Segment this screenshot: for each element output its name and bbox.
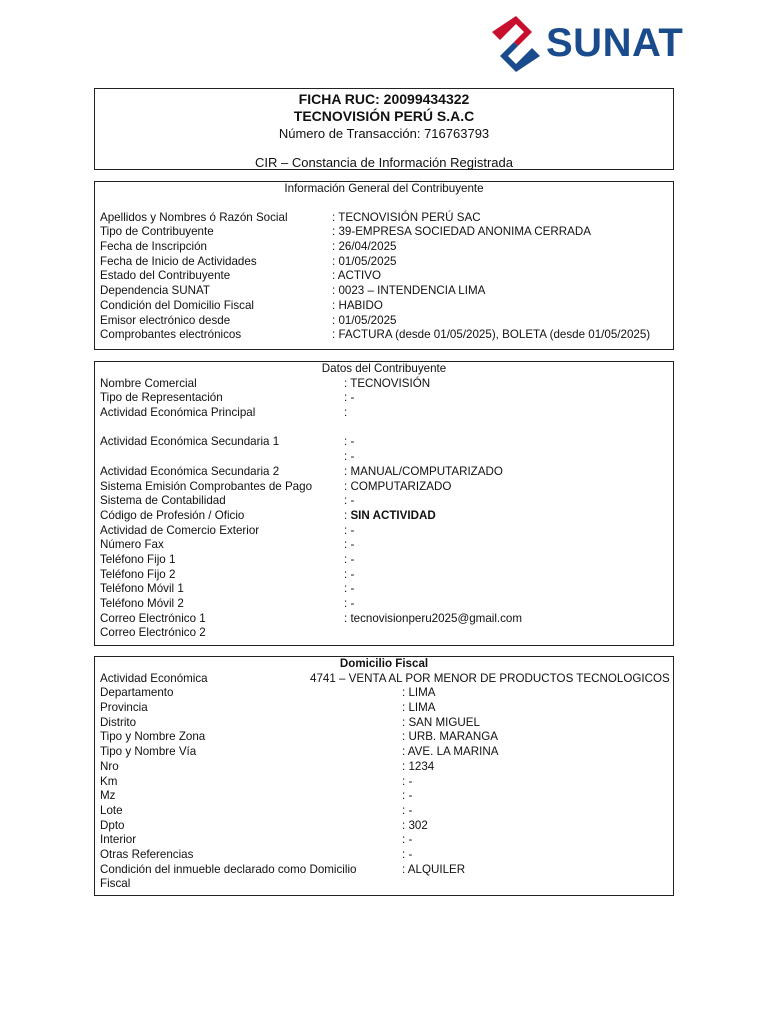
row-value	[344, 509, 436, 524]
info-row	[95, 284, 673, 299]
row-label: Otras Referencias	[100, 847, 194, 861]
row-value: : -	[344, 450, 355, 464]
row-label: Tipo de Contribuyente	[100, 225, 214, 239]
row-value: : TECNOVISIÓN PERÚ SAC	[332, 210, 481, 224]
info-row	[95, 582, 673, 597]
row-value: : -	[402, 847, 413, 861]
info-row	[95, 833, 673, 848]
info-row	[95, 701, 673, 716]
row-label: Actividad Económica	[100, 671, 208, 685]
row-value: : 302	[402, 818, 428, 832]
info-row	[95, 848, 673, 863]
row-label: Actividad Económica Secundaria 2	[100, 464, 280, 478]
row-value: : 39-EMPRESA SOCIEDAD ANONIMA CERRADA	[332, 225, 591, 239]
info-row	[95, 406, 673, 421]
row-label: Nro	[100, 759, 119, 773]
row-label: Condición del Domicilio Fiscal	[100, 298, 254, 312]
row-label: Actividad Económica Principal	[100, 406, 256, 420]
logo-wordmark: SUNAT	[546, 21, 684, 65]
info-row	[95, 524, 673, 539]
info-row	[95, 328, 673, 343]
info-row	[95, 626, 673, 641]
row-label: Código de Profesión / Oficio	[100, 508, 245, 522]
row-label: Sistema de Contabilidad	[100, 494, 226, 508]
row-value: : 26/04/2025	[332, 240, 397, 254]
row-label: Estado del Contribuyente	[100, 269, 231, 283]
info-row	[95, 480, 673, 495]
row-value: : HABIDO	[332, 298, 383, 312]
row-label: Distrito	[100, 715, 137, 729]
row-label: Teléfono Fijo 2	[100, 567, 176, 581]
row-label: Tipo y Nombre Zona	[100, 730, 206, 744]
row-value: : -	[402, 833, 413, 847]
value-prefix: :	[344, 508, 351, 522]
info-row	[95, 789, 673, 804]
row-value: : LIMA	[402, 701, 436, 715]
row-label: Apellidos y Nombres ó Razón Social	[100, 210, 288, 224]
info-row	[95, 730, 673, 745]
row-value: : -	[344, 523, 355, 537]
row-label: Departamento	[100, 686, 174, 700]
info-row	[95, 225, 673, 240]
info-row	[95, 612, 673, 627]
domicilio-section	[94, 656, 674, 896]
ficha-header	[94, 88, 674, 170]
info-row	[95, 240, 673, 255]
row-value: : ACTIVO	[332, 269, 381, 283]
info-row	[95, 775, 673, 790]
sunat-logo	[488, 14, 713, 74]
row-value: : -	[344, 567, 355, 581]
row-label: Teléfono Fijo 1	[100, 552, 176, 566]
row-value: : LIMA	[402, 686, 436, 700]
info-row	[95, 819, 673, 834]
row-label: Lote	[100, 803, 123, 817]
info-row	[95, 450, 673, 465]
value-strong: SIN ACTIVIDAD	[350, 508, 436, 522]
info-row	[95, 421, 673, 436]
row-value: : -	[402, 789, 413, 803]
row-label: Actividad de Comercio Exterior	[100, 523, 260, 537]
row-label: Fiscal	[100, 877, 131, 891]
row-label: Dpto	[100, 818, 125, 832]
info-row	[95, 377, 673, 392]
row-value: : COMPUTARIZADO	[344, 479, 452, 493]
info-row	[95, 877, 673, 892]
row-value: : 01/05/2025	[332, 313, 397, 327]
row-value: : AVE. LA MARINA	[402, 745, 499, 759]
row-value: : 1234	[402, 759, 435, 773]
datos-section	[94, 361, 674, 646]
general-info-title: Información General del Contribuyente	[284, 182, 484, 195]
info-row	[95, 745, 673, 760]
info-row	[95, 509, 673, 524]
info-row	[95, 686, 673, 701]
info-row	[95, 804, 673, 819]
info-row	[95, 538, 673, 553]
row-label: Sistema Emisión Comprobantes de Pago	[100, 479, 313, 493]
info-row	[95, 568, 673, 583]
row-label: Provincia	[100, 701, 148, 715]
row-value: : -	[344, 552, 355, 566]
row-value: :	[344, 406, 348, 420]
info-row	[95, 760, 673, 775]
row-value: : URB. MARANGA	[402, 730, 498, 744]
row-label: Nombre Comercial	[100, 376, 197, 390]
row-value: : 0023 – INTENDENCIA LIMA	[332, 284, 486, 298]
row-value: : ALQUILER	[402, 862, 466, 876]
row-value: : SAN MIGUEL	[402, 715, 480, 729]
row-label: Tipo y Nombre Vía	[100, 745, 197, 759]
domicilio-title: Domicilio Fiscal	[339, 657, 429, 670]
row-label: Interior	[100, 833, 137, 847]
row-value: 4741 – VENTA AL POR MENOR DE PRODUCTOS TECNOLOGICOS	[310, 671, 670, 685]
info-row	[95, 269, 673, 284]
row-label: Correo Electrónico 1	[100, 611, 206, 625]
info-row	[95, 553, 673, 568]
company-name: TECNOVISIÓN PERÚ S.A.C	[293, 108, 475, 124]
row-value: : TECNOVISIÓN	[344, 376, 431, 390]
transaction-number: Número de Transacción: 716763793	[278, 126, 490, 141]
activity-row	[95, 672, 673, 687]
row-value: : -	[402, 774, 413, 788]
row-value: : -	[344, 435, 355, 449]
row-value: : -	[344, 391, 355, 405]
ficha-ruc-title: FICHA RUC: 20099434322	[298, 91, 470, 107]
datos-title: Datos del Contribuyente	[321, 362, 447, 375]
row-value: : -	[344, 582, 355, 596]
row-label: Tipo de Representación	[100, 391, 223, 405]
info-row	[95, 435, 673, 450]
row-value: : tecnovisionperu2025@gmail.com	[344, 611, 523, 625]
row-label: Mz	[100, 789, 116, 803]
row-label: Fecha de Inscripción	[100, 240, 207, 254]
sunat-emblem-icon	[488, 14, 544, 74]
info-row	[95, 391, 673, 406]
row-label: Correo Electrónico 2	[100, 626, 206, 640]
row-value: : -	[402, 803, 413, 817]
row-label: Número Fax	[100, 538, 164, 552]
general-info-section	[94, 181, 674, 350]
row-value: : -	[344, 494, 355, 508]
row-label: Actividad Económica Secundaria 1	[100, 435, 280, 449]
row-label: Fecha de Inicio de Actividades	[100, 254, 257, 268]
info-row	[95, 255, 673, 270]
row-label: Teléfono Móvil 1	[100, 582, 184, 596]
info-row	[95, 211, 673, 226]
info-row	[95, 863, 673, 878]
row-label: Emisor electrónico desde	[100, 313, 231, 327]
row-label: Dependencia SUNAT	[100, 284, 210, 298]
info-row	[95, 716, 673, 731]
info-row	[95, 314, 673, 329]
row-value: : FACTURA (desde 01/05/2025), BOLETA (desde 01/05/2025)	[332, 328, 651, 342]
row-label: Km	[100, 774, 118, 788]
row-value: : -	[344, 597, 355, 611]
info-row	[95, 465, 673, 480]
info-row	[95, 597, 673, 612]
row-label: Condición del inmueble declarado como Domicilio	[100, 862, 357, 876]
info-row	[95, 494, 673, 509]
row-label: Comprobantes electrónicos	[100, 328, 242, 342]
info-row	[95, 299, 673, 314]
row-value: : -	[344, 538, 355, 552]
row-label: Teléfono Móvil 2	[100, 597, 184, 611]
row-value: : MANUAL/COMPUTARIZADO	[344, 464, 503, 478]
document-type: CIR – Constancia de Información Registrada	[255, 155, 513, 170]
row-value: : 01/05/2025	[332, 254, 397, 268]
